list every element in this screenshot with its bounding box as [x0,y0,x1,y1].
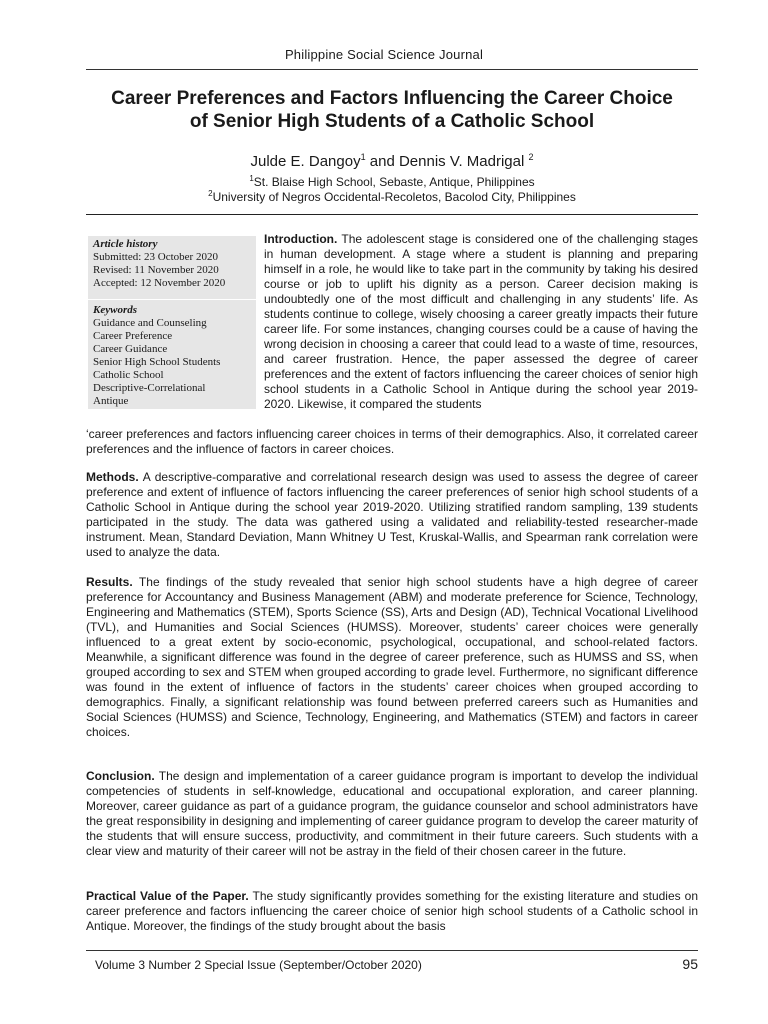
volume-info: Volume 3 Number 2 Special Issue (September/October 2020) [95,958,422,972]
author-2: and Dennis V. Madrigal [365,153,529,170]
author-1: Julde E. Dangoy [250,153,361,170]
affiliation-2 [86,186,698,205]
conclusion-text: The design and implementation of a career guidance program is important to develop the individual competencies of students in self-knowledge, educational and occupational exploration, and career planning. Moreover, career guidance as part of a guidance program, the guidance counselor and school administrators have the great responsibility in designing and implementing of career guidance program to develop the career maturity of the students that will ensure success, productivity, and commitment in their future careers. Such students with a clear view and maturity of their career will not be astray in the field of their chosen career in the future. [86,769,698,858]
practical-value-paragraph [86,889,698,934]
practical-value-text: The study significantly provides something for the existing literature and studies on career preference and factors influencing the career choice of senior high school students of a Catholic school in Antique. Moreover, the findings of the study brought about the basis [86,889,698,933]
keyword: Guidance and Counseling [93,317,207,329]
introduction-paragraph [264,232,698,412]
keywords-heading: Keywords [93,304,137,316]
keyword: Career Preference [93,330,173,342]
conclusion-paragraph [86,769,698,859]
introduction-heading: Introduction. [264,232,338,246]
practical-value-heading: Practical Value of the Paper. [86,889,249,903]
keyword: Descriptive-Correlational [93,382,206,394]
history-revised: Revised: 11 November 2020 [93,264,219,276]
keyword: Catholic School [93,369,164,381]
history-accepted: Accepted: 12 November 2020 [93,277,226,289]
keyword: Senior High School Students [93,356,221,368]
conclusion-heading: Conclusion. [86,769,155,783]
footer-rule [86,950,698,951]
results-text: The findings of the study revealed that senior high school students have a high degree of career preference for Accountancy and Business Management (ABM) and moderate preference for Science, Technology, Engineering and Mathematics (STEM), Sports Science (SS), Arts and Design (AD), Technical Vocational Livelihood (TVL), and Humanities and Social Sciences (HUMSS). Moreover, students’ career choices were generally influenced to a great extent by socio-economic, psychological, occupational, and school-related factors. Meanwhile, a significant difference was found in the degree of career preference, such as HUMSS and SS, when grouped according to sex and STEM when grouped according to grade level. Furthermore, no significant difference was found in the extent of influence of factors in the students’ career choices when grouped according to demographics. Finally, a significant relationship was found between preferred careers such as Humanities and Social Sciences (HUMSS) and Science, Technology, Engineering, and Mathematics (STEM) and factors in career choices. [86,575,698,739]
title-rule [86,214,698,215]
affiliation-1-sup: 1 [249,174,254,183]
page-number: 95 [682,956,698,972]
methods-paragraph [86,470,698,560]
paper-title [86,87,698,133]
article-history-heading: Article history [93,238,158,250]
authors [86,152,698,170]
history-submitted: Submitted: 23 October 2020 [93,251,218,263]
header-rule [86,69,698,70]
keyword: Antique [93,395,129,407]
affiliation-2-text: University of Negros Occidental-Recoletos, Bacolod City, Philippines [212,190,576,204]
methods-heading: Methods. [86,470,139,484]
introduction-text: The adolescent stage is considered one of the challenging stages in human development. A stage where a student is planning and preparing himself in a role, he would like to take part in the community by taking his desired course or job to uplift his dignity as a person. Career decision making is undoubtedly one of the most difficult and challenging in any students’ life. As students continue to college, wisely choosing a career greatly impacts their future career life. For some instances, changing courses could be a cause of having the wrong decision in choosing a career that could lead to a waste of time, resources, and career frustration. Hence, the paper assessed the degree of career preferences and the extent of factors influencing the career choices of senior high school students in a Catholic School in Antique during the school year 2019-2020. Likewise, it compared the students [264,232,698,411]
results-paragraph [86,575,698,740]
journal-name: Philippine Social Science Journal [284,47,484,62]
results-heading: Results. [86,575,133,589]
affiliation-2-sup: 2 [208,189,213,198]
methods-text: A descriptive-comparative and correlational research design was used to assess the degree of career preference and extent of influence of factors influencing the career preferences of senior high school students of a Catholic School in Antique during the school year 2019-2020. Utilizing stratified random sampling, 139 students participated in the study. The data was gathered using a validated and reliability-tested researcher-made instrument. Mean, Standard Deviation, Mann Whitney U Test, Kruskal-Wallis, and Spearman rank correlation were used to analyze the data. [86,470,698,559]
affiliation-1-text: St. Blaise High School, Sebaste, Antique, Philippines [253,175,535,189]
title-line-1: Career Preferences and Factors Influencing the Career Choice [111,88,673,109]
introduction-continued: ‘career preferences and factors influencing career choices in terms of their demographics. Also, it correlated career preferences and the influence of factors in career choices. [86,427,698,456]
title-line-2: of Senior High Students of a Catholic School [189,111,595,132]
article-info-box [88,236,256,409]
author-2-sup: 2 [528,152,534,162]
sidebar-divider [88,291,256,300]
keyword: Career Guidance [93,343,168,355]
author-1-sup: 1 [360,152,366,162]
